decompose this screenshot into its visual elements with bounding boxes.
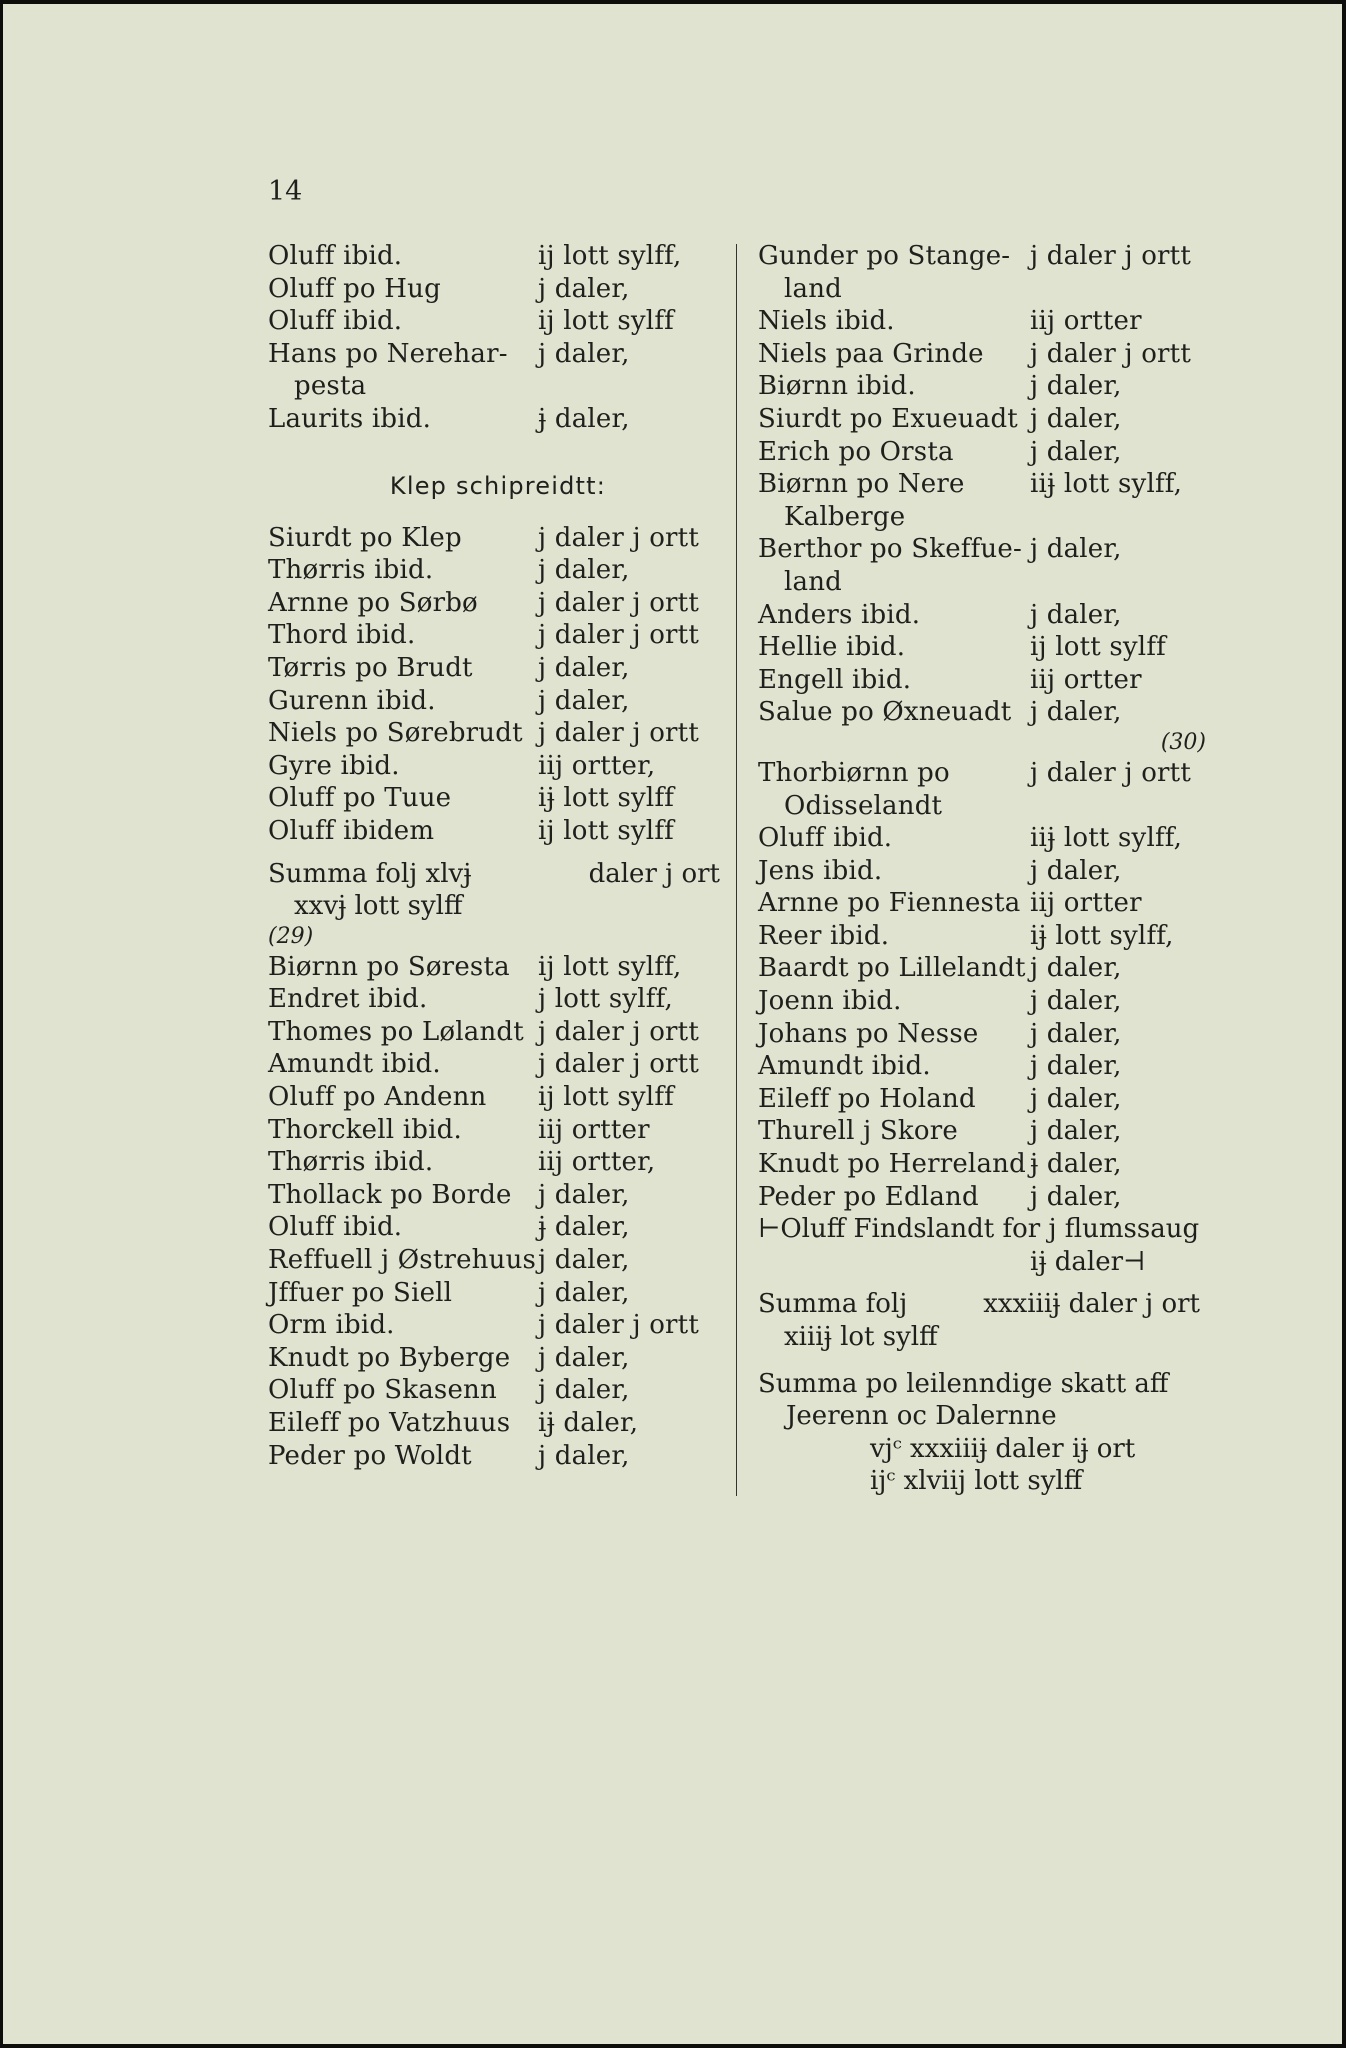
- ledger-entry: [758, 631, 1208, 664]
- entry-amount: j daler,: [1030, 436, 1122, 467]
- entry-name: Oluff ibid.: [268, 1212, 403, 1243]
- entry-name: Niels po Sørebrudt: [268, 718, 523, 749]
- entry-name: Oluff ibidem: [268, 815, 435, 846]
- entry-amount: ij lott sylff: [1030, 632, 1166, 663]
- entry-name-continuation: land: [784, 273, 843, 304]
- entry-amount: iij ortter: [538, 1114, 650, 1145]
- entry-name: Thorckell ibid.: [268, 1114, 462, 1145]
- entry-amount: iij ortter,: [538, 750, 656, 781]
- entry-name: Anders ibid.: [758, 599, 921, 630]
- ledger-entry: [758, 822, 1208, 855]
- ledger-entry: [758, 920, 1208, 953]
- entry-name: Hans po Nerehar-: [268, 338, 508, 369]
- ledger-entry: [268, 1440, 728, 1473]
- entry-amount: j daler,: [1030, 697, 1122, 728]
- entry-amount: j daler,: [1030, 534, 1122, 565]
- entry-amount: j daler j ortt: [1030, 338, 1191, 369]
- total-line2: Jeerenn oc Dalernne: [786, 1401, 1057, 1432]
- entry-name: Jffuer po Siell: [268, 1277, 453, 1308]
- ledger-entry: [268, 685, 728, 718]
- entry-name: Oluff po Tuue: [268, 783, 452, 814]
- left-entries-klep: [268, 522, 728, 848]
- ledger-entry: [758, 403, 1208, 436]
- total-line1: Summa po leilenndige skatt aff: [758, 1368, 1169, 1399]
- ledger-entry: [268, 403, 728, 436]
- ledger-entry: [758, 370, 1208, 403]
- left-entries-bottom: [268, 951, 728, 1473]
- entry-name: Niels paa Grinde: [758, 338, 984, 369]
- ledger-entry: [268, 1114, 728, 1147]
- ledger-entry: [268, 1211, 728, 1244]
- ledger-entry: [758, 1115, 1208, 1148]
- entry-amount: ij lott sylff,: [538, 241, 682, 271]
- entry-name: Jens ibid.: [758, 855, 883, 886]
- entry-amount: j daler,: [1030, 855, 1122, 886]
- ledger-entry: [758, 887, 1208, 920]
- summa-block: [268, 858, 728, 923]
- ledger-entry: [268, 305, 728, 338]
- entry-amount: j daler,: [538, 1440, 630, 1471]
- entry-amount: j daler,: [1030, 1018, 1122, 1049]
- entry-name: Arnne po Fiennesta: [758, 888, 1021, 919]
- entry-name: Siurdt po Klep: [268, 522, 462, 553]
- right-column: [758, 240, 1208, 1498]
- entry-amount: j daler j ortt: [538, 620, 699, 651]
- entry-amount: j daler,: [538, 1277, 630, 1308]
- entry-amount: j daler,: [1030, 1051, 1122, 1082]
- ledger-entry: [268, 1342, 728, 1375]
- ledger-entry: [268, 1374, 728, 1407]
- entry-amount: j daler,: [538, 1375, 630, 1406]
- column-divider: [736, 244, 737, 1496]
- entry-amount: j daler,: [1030, 1116, 1122, 1147]
- ledger-entry: [758, 468, 1208, 533]
- entry-name: Reffuell j Østrehuus: [268, 1245, 537, 1276]
- entry-amount: ij lott sylff: [538, 1082, 674, 1113]
- entry-name: Peder po Edland: [758, 1181, 979, 1212]
- entry-name: Thomes po Lølandt: [268, 1016, 524, 1047]
- entry-name: Siurdt po Exueuadt: [758, 403, 1018, 434]
- entry-name: Oluff ibid.: [758, 823, 893, 854]
- entry-amount: iij ortter,: [538, 1147, 656, 1178]
- ledger-entry: [758, 985, 1208, 1018]
- entry-name: Gyre ibid.: [268, 750, 400, 781]
- ledger-entry: [268, 554, 728, 587]
- ledger-entry: [758, 338, 1208, 371]
- entry-name: Amundt ibid.: [758, 1051, 931, 1082]
- entry-name: Berthor po Skeffue-: [758, 534, 1022, 565]
- ledger-entry: [758, 1083, 1208, 1116]
- total-line4: ijᶜ xlviij lott sylff: [870, 1466, 1083, 1497]
- entry-amount: iɉ lott sylff,: [1030, 920, 1174, 951]
- entry-name: Biørnn ibid.: [758, 371, 916, 402]
- total-line3: vjᶜ xxxiiiɉ daler iɉ ort: [870, 1433, 1136, 1464]
- entry-amount: iij ortter: [1030, 664, 1142, 695]
- entry-name: Arnne po Sørbø: [268, 587, 478, 618]
- ledger-entry: [268, 951, 728, 984]
- entry-amount: ij lott sylff: [538, 815, 674, 846]
- entry-name: Knudt po Byberge: [268, 1342, 511, 1373]
- entry-name: Reer ibid.: [758, 920, 890, 951]
- ledger-entry: [268, 652, 728, 685]
- entry-name-continuation: Odisselandt: [784, 790, 943, 821]
- ledger-entry: [758, 1148, 1208, 1181]
- entry-amount: ɉ daler,: [1030, 1149, 1122, 1180]
- entry-amount: j daler j ortt: [1030, 241, 1191, 271]
- entry-name: Eileff po Vatzhuus: [268, 1408, 511, 1438]
- right-entries-bottom: [758, 757, 1208, 1213]
- entry-name: Eileff po Holand: [758, 1083, 976, 1114]
- entry-amount: j lott sylff,: [538, 984, 673, 1015]
- page: [3, 4, 1342, 2044]
- entry-name: Laurits ibid.: [268, 403, 432, 434]
- entry-name: Thurell j Skore: [758, 1116, 958, 1147]
- entry-amount: j daler j ortt: [538, 718, 699, 749]
- entry-amount: j daler,: [1030, 986, 1122, 1017]
- entry-name: Thollack po Borde: [268, 1179, 512, 1210]
- ledger-entry: [758, 305, 1208, 338]
- entry-amount: j daler,: [538, 555, 630, 586]
- ledger-entry: [758, 757, 1208, 822]
- ledger-entry: [268, 1309, 728, 1342]
- entry-amount: j daler j ortt: [538, 1049, 699, 1080]
- entry-name: Biørnn po Søresta: [268, 951, 510, 982]
- entry-amount: j daler,: [1030, 371, 1122, 402]
- entry-amount: j daler j ortt: [538, 522, 699, 553]
- ledger-entry: [268, 717, 728, 750]
- entry-name: Oluff po Andenn: [268, 1082, 487, 1113]
- entry-name: Amundt ibid.: [268, 1049, 441, 1080]
- ledger-entry: [758, 1050, 1208, 1083]
- ledger-entry: [268, 587, 728, 620]
- entry-amount: j daler,: [538, 1179, 630, 1210]
- page-number: 14: [268, 176, 303, 207]
- entry-amount: iiɉ lott sylff,: [1030, 469, 1183, 500]
- entry-amount: ɉ daler,: [538, 1212, 630, 1243]
- ledger-entry: [758, 599, 1208, 632]
- entry-amount: j daler,: [1030, 599, 1122, 630]
- ledger-entry: [758, 696, 1208, 729]
- grand-total-block: [758, 1368, 1208, 1498]
- ledger-entry: [268, 1081, 728, 1114]
- entry-name: Knudt po Herreland: [758, 1149, 1026, 1180]
- ledger-entry: [758, 664, 1208, 697]
- entry-amount: j daler j ortt: [538, 1310, 699, 1341]
- ledger-entry: [758, 855, 1208, 888]
- entry-name: Tørris po Brudt: [268, 652, 473, 683]
- entry-amount: j daler,: [1030, 403, 1122, 434]
- entry-name: Thorbiørnn po: [758, 757, 950, 788]
- ledger-entry: [268, 750, 728, 783]
- ledger-entry: [268, 240, 728, 273]
- entry-name: Oluff ibid.: [268, 241, 403, 271]
- summa-block: [758, 1288, 1208, 1353]
- entry-name: Thord ibid.: [268, 620, 416, 651]
- ledger-entry: [268, 1179, 728, 1212]
- ledger-entry: [758, 952, 1208, 985]
- entry-name: Endret ibid.: [268, 984, 428, 1015]
- ledger-entry: [758, 1181, 1208, 1214]
- entry-amount: ij lott sylff,: [538, 951, 682, 982]
- ledger-entry: [268, 782, 728, 815]
- entry-name-continuation: Kalberge: [784, 501, 906, 532]
- entry-name: Gurenn ibid.: [268, 685, 436, 716]
- special-line1: ⊢Oluff Findslandt for j flumssaug: [758, 1214, 1200, 1245]
- entry-name: Salue po Øxneuadt: [758, 697, 1012, 728]
- entry-amount: ij lott sylff: [538, 306, 674, 337]
- entry-amount: j daler,: [538, 273, 630, 304]
- entry-amount: j daler,: [538, 1245, 630, 1276]
- entry-amount: ɉ daler,: [538, 403, 630, 434]
- entry-amount: iiɉ lott sylff,: [1030, 823, 1183, 854]
- entry-amount: iɉ daler,: [538, 1408, 639, 1438]
- entry-amount: j daler,: [538, 652, 630, 683]
- summa-line1-a: Summa folj: [758, 1289, 908, 1320]
- entry-amount: iɉ lott sylff: [538, 783, 675, 814]
- entry-name: Oluff ibid.: [268, 306, 403, 337]
- summa-line1-b: daler j ort: [588, 858, 720, 889]
- ledger-entry: [268, 815, 728, 848]
- entry-amount: iij ortter: [1030, 306, 1142, 337]
- ledger-entry: [268, 1048, 728, 1081]
- ledger-entry: [268, 1146, 728, 1179]
- left-column: [268, 240, 728, 1472]
- section-heading: Klep schipreidtt:: [389, 471, 607, 500]
- entry-name: Biørnn po Nere: [758, 469, 965, 500]
- ledger-entry: [758, 436, 1208, 469]
- left-entries-top: [268, 240, 728, 436]
- ledger-entry: [268, 1407, 728, 1440]
- entry-amount: j daler,: [538, 1342, 630, 1373]
- ledger-entry: [268, 338, 728, 403]
- entry-amount: j daler,: [538, 338, 630, 369]
- ledger-entry: [268, 983, 728, 1016]
- entry-name: Thørris ibid.: [268, 1147, 434, 1178]
- right-entries-top: [758, 240, 1208, 729]
- entry-name: Thørris ibid.: [268, 555, 434, 586]
- entry-name: Oluff po Skasenn: [268, 1375, 497, 1406]
- entry-name: Gunder po Stange-: [758, 241, 1011, 271]
- entry-name: Niels ibid.: [758, 306, 895, 337]
- entry-name: Baardt po Lillelandt: [758, 953, 1026, 984]
- entry-name-continuation: land: [784, 566, 843, 597]
- entry-name: Oluff po Hug: [268, 273, 441, 304]
- entry-name: Orm ibid.: [268, 1310, 395, 1341]
- ledger-entry: [268, 1016, 728, 1049]
- summa-line1-a: Summa folj xlvɉ: [268, 858, 472, 889]
- entry-amount: j daler,: [1030, 1083, 1122, 1114]
- special-entry: [758, 1213, 1208, 1278]
- entry-amount: j daler j ortt: [538, 1016, 699, 1047]
- entry-amount: j daler j ortt: [1030, 757, 1191, 788]
- entry-amount: iij ortter: [1030, 888, 1142, 919]
- entry-name: Peder po Woldt: [268, 1440, 472, 1471]
- ledger-entry: [268, 619, 728, 652]
- page-reference: (30): [1160, 729, 1206, 755]
- entry-amount: j daler j ortt: [538, 587, 699, 618]
- entry-amount: j daler,: [1030, 953, 1122, 984]
- page-reference: (29): [268, 923, 314, 949]
- ledger-entry: [758, 1018, 1208, 1051]
- summa-line2: xxvɉ lott sylff: [294, 891, 463, 922]
- entry-amount: j daler,: [538, 685, 630, 716]
- special-line2: iɉ daler⊣: [1030, 1246, 1146, 1277]
- entry-name: Erich po Orsta: [758, 436, 954, 467]
- entry-amount: j daler,: [1030, 1181, 1122, 1212]
- ledger-entry: [268, 273, 728, 306]
- ledger-entry: [268, 522, 728, 555]
- summa-line2: xiiiɉ lot sylff: [784, 1322, 938, 1352]
- entry-name: Johans po Nesse: [758, 1018, 979, 1049]
- entry-name: Joenn ibid.: [758, 986, 902, 1017]
- summa-line1-b: xxxiiiɉ daler j ort: [983, 1289, 1200, 1320]
- entry-name-continuation: pesta: [294, 371, 367, 402]
- entry-name: Hellie ibid.: [758, 632, 906, 663]
- ledger-entry: [758, 533, 1208, 598]
- ledger-entry: [268, 1244, 728, 1277]
- ledger-entry: [268, 1277, 728, 1310]
- ledger-entry: [758, 240, 1208, 305]
- entry-name: Engell ibid.: [758, 664, 912, 695]
